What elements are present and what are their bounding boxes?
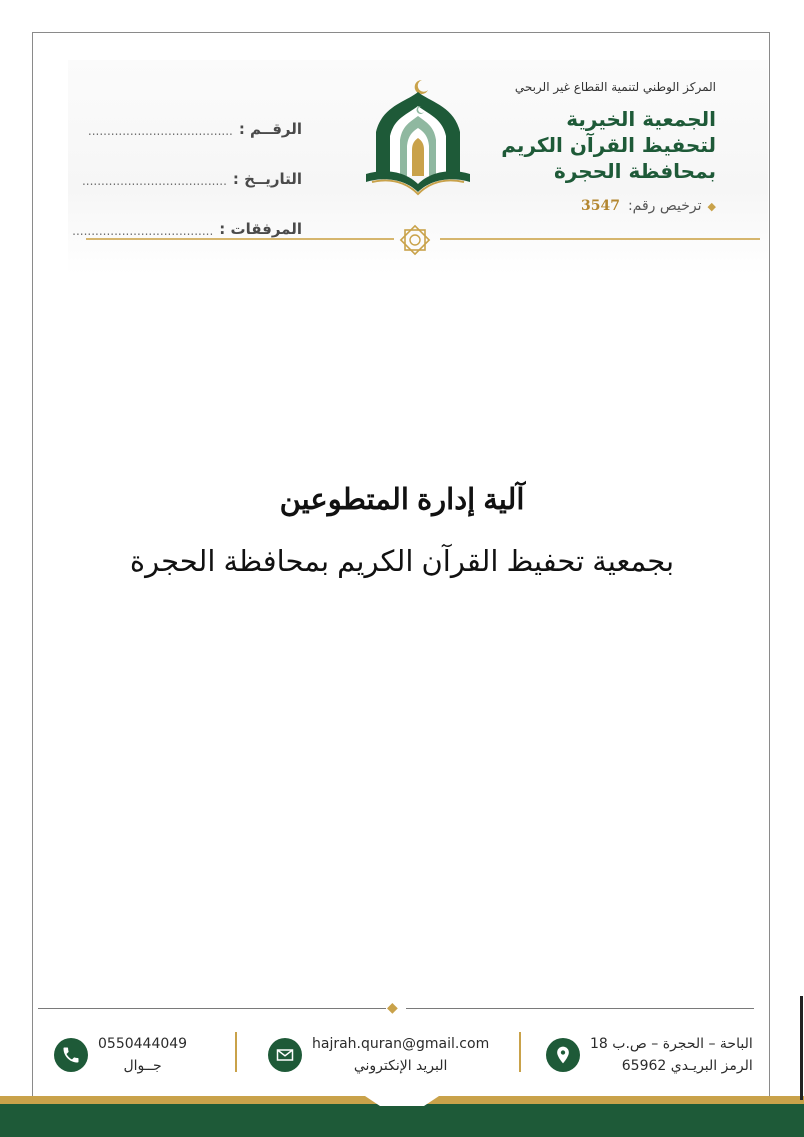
field-attachments-label: المرفقات : <box>219 220 302 238</box>
email-label: البريد الإنكتروني <box>353 1058 448 1074</box>
field-number-label: الرقــم : <box>238 120 302 138</box>
footer-divider-right <box>406 1008 754 1009</box>
phone-icon <box>54 1038 88 1072</box>
license-label: ترخيص رقم: <box>627 198 702 214</box>
page-edge-mark <box>800 996 803 1100</box>
email-address: hajrah.quran@gmail.com <box>312 1036 490 1052</box>
license-number: 3547 <box>580 198 620 214</box>
footer-address <box>546 1030 753 1080</box>
octagram-ornament-icon <box>397 222 433 258</box>
org-name-line-2: لتحفيظ القرآن الكريم <box>501 133 716 157</box>
letter-fields <box>72 88 302 238</box>
field-date-dots: ...................................... <box>81 174 227 188</box>
document-title: آلية إدارة المتطوعين <box>279 484 525 516</box>
document-subtitle: بجمعية تحفيظ القرآن الكريم بمحافظة الحجرة <box>129 546 675 578</box>
field-attachments <box>72 188 302 238</box>
mail-icon <box>268 1038 302 1072</box>
footer-notch <box>362 1094 442 1106</box>
field-number <box>87 88 302 138</box>
header-divider-left <box>86 238 394 240</box>
field-date <box>81 138 302 188</box>
footer-green-band <box>0 1104 804 1137</box>
org-name-line-3: بمحافظة الحجرة <box>554 159 716 183</box>
address-line-2: الرمز البريـدي 65962 <box>621 1058 753 1074</box>
field-date-label: التاريــخ : <box>232 170 302 188</box>
field-attachments-dots: ..................................... <box>72 224 214 238</box>
footer-separator <box>519 1032 521 1072</box>
org-name-line-1: الجمعية الخيرية <box>566 107 716 131</box>
footer-phone <box>54 1030 187 1080</box>
license-row <box>581 198 716 214</box>
diamond-icon: ◆ <box>707 200 716 213</box>
footer-email <box>268 1030 489 1080</box>
location-pin-icon <box>546 1038 580 1072</box>
field-number-dots: ...................................... <box>87 124 233 138</box>
phone-number: 0550444049 <box>98 1036 188 1052</box>
header-divider-right <box>440 238 760 240</box>
address-line-1: الباحة – الحجرة – ص.ب 18 <box>590 1036 753 1052</box>
phone-label: جــوال <box>123 1058 162 1074</box>
parent-center-name: المركز الوطني لتنمية القطاع غير الربحي <box>514 80 716 94</box>
quran-society-logo <box>362 76 474 200</box>
footer-diamond-icon: ◆ <box>387 1000 398 1016</box>
footer-divider-left <box>38 1008 386 1009</box>
footer-separator <box>235 1032 237 1072</box>
organization-block <box>486 80 716 184</box>
